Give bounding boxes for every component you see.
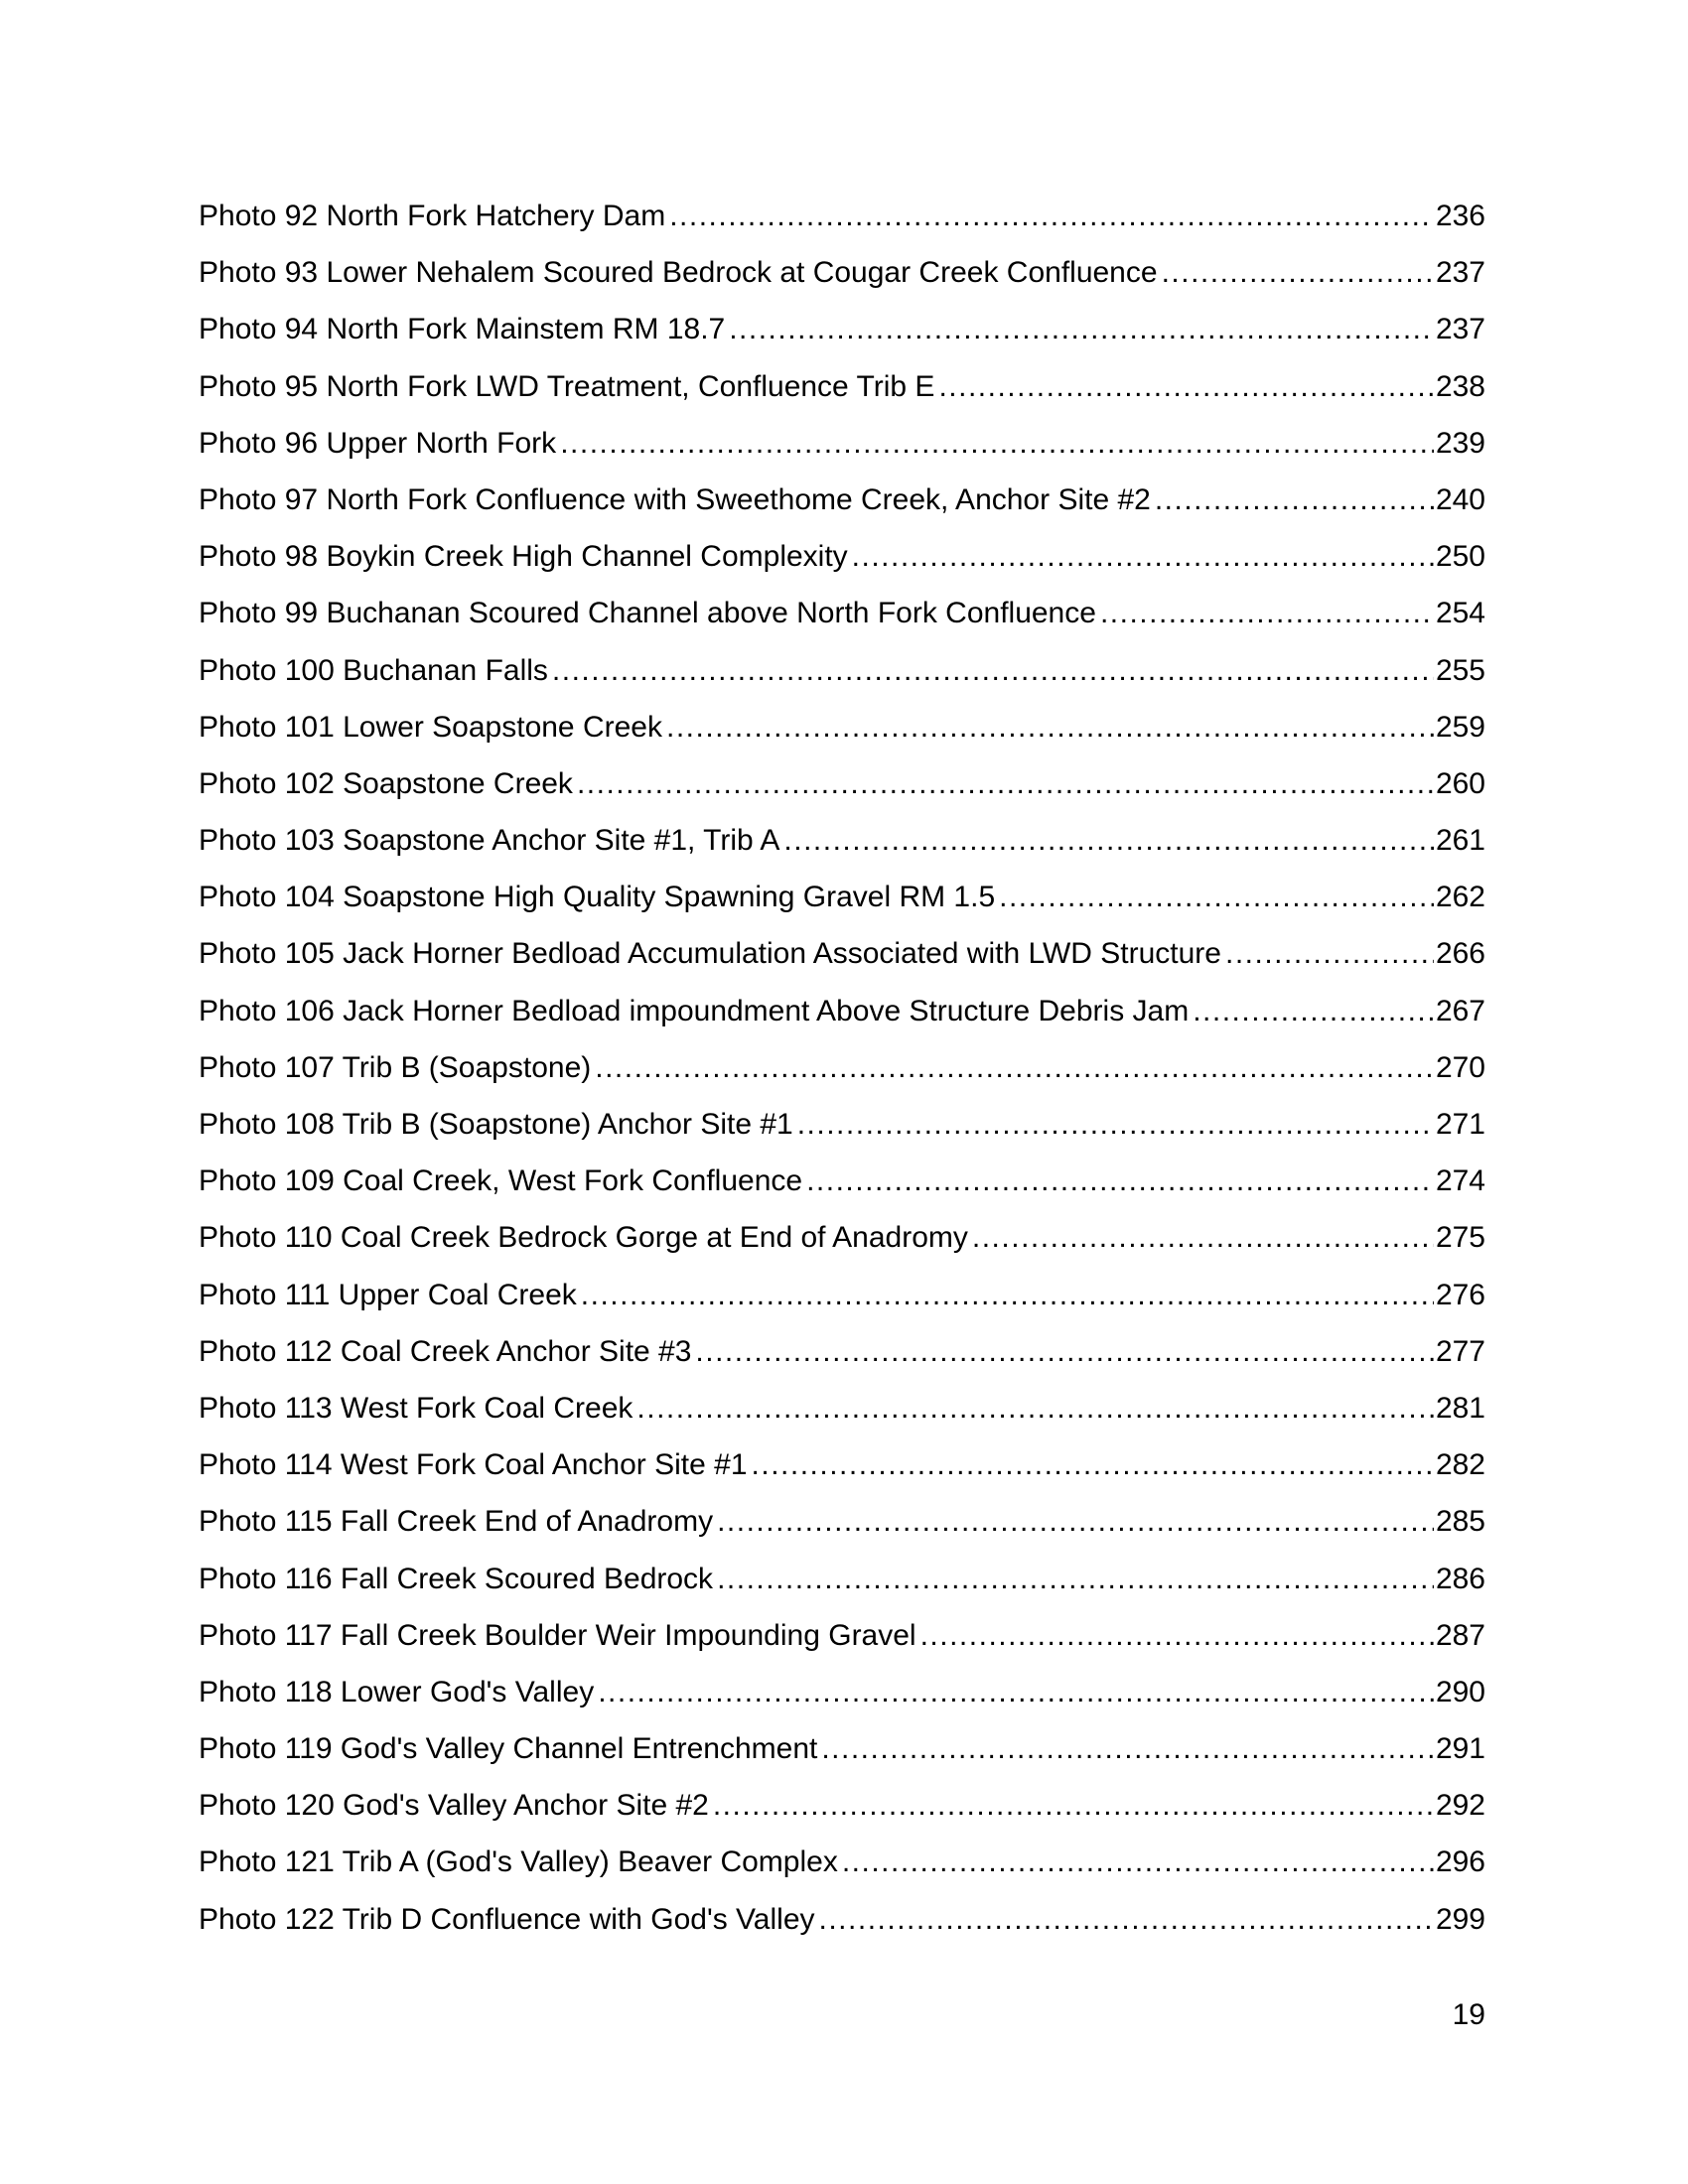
dot-leader: [717, 1500, 1434, 1544]
dot-leader: [852, 535, 1434, 579]
toc-entry-title: Photo 110 Coal Creek Bedrock Gorge at End of Anadromy: [199, 1221, 968, 1255]
toc-entry-page: 240: [1435, 482, 1485, 516]
toc-entry[interactable]: [199, 365, 1485, 422]
toc-entry-page: 292: [1435, 1789, 1485, 1823]
dot-leader: [1155, 478, 1434, 522]
dot-leader: [797, 1103, 1434, 1147]
dot-leader: [920, 1614, 1434, 1658]
toc-entry-page: 282: [1435, 1448, 1485, 1482]
toc-entry-page: 299: [1435, 1902, 1485, 1936]
toc-entry[interactable]: [199, 1500, 1485, 1557]
toc-entry[interactable]: [199, 649, 1485, 706]
toc-entry[interactable]: [199, 1898, 1485, 1955]
dot-leader: [842, 1841, 1434, 1884]
list-of-photos: [199, 195, 1485, 1955]
toc-entry-page: 285: [1435, 1505, 1485, 1539]
dot-leader: [1162, 251, 1434, 295]
toc-entry-title: Photo 119 God's Valley Channel Entrenchment: [199, 1732, 818, 1766]
toc-entry-title: Photo 96 Upper North Fork: [199, 426, 557, 460]
toc-entry-page: 291: [1435, 1732, 1485, 1766]
toc-entry[interactable]: [199, 1671, 1485, 1727]
toc-entry-page: 271: [1435, 1108, 1485, 1141]
toc-entry-page: 262: [1435, 881, 1485, 914]
toc-entry-title: Photo 114 West Fork Coal Anchor Site #1: [199, 1448, 748, 1482]
toc-entry-title: Photo 120 God's Valley Anchor Site #2: [199, 1789, 709, 1823]
dot-leader: [598, 1671, 1434, 1714]
toc-entry-page: 260: [1435, 766, 1485, 800]
toc-entry-title: Photo 111 Upper Coal Creek: [199, 1278, 577, 1311]
toc-entry-title: Photo 109 Coal Creek, West Fork Confluence: [199, 1164, 803, 1198]
toc-entry[interactable]: [199, 1103, 1485, 1160]
dot-leader: [552, 649, 1434, 693]
toc-entry-page: 250: [1435, 540, 1485, 574]
toc-entry[interactable]: [199, 1330, 1485, 1387]
toc-entry[interactable]: [199, 478, 1485, 535]
toc-entry-page: 237: [1435, 256, 1485, 290]
dot-leader: [1225, 932, 1434, 976]
toc-entry-page: 267: [1435, 994, 1485, 1027]
toc-entry-title: Photo 115 Fall Creek End of Anadromy: [199, 1505, 714, 1539]
toc-entry-title: Photo 98 Boykin Creek High Channel Complexity: [199, 540, 848, 574]
toc-entry[interactable]: [199, 990, 1485, 1046]
toc-entry-page: 276: [1435, 1278, 1485, 1311]
toc-entry-page: 254: [1435, 597, 1485, 630]
toc-entry[interactable]: [199, 422, 1485, 478]
toc-entry[interactable]: [199, 1841, 1485, 1897]
toc-entry[interactable]: [199, 1727, 1485, 1784]
toc-entry[interactable]: [199, 876, 1485, 932]
toc-entry-title: Photo 122 Trib D Confluence with God's Valley: [199, 1902, 815, 1936]
toc-entry-title: Photo 102 Soapstone Creek: [199, 766, 573, 800]
toc-entry-page: 281: [1435, 1391, 1485, 1425]
toc-entry-page: 255: [1435, 653, 1485, 687]
dot-leader: [666, 706, 1434, 750]
dot-leader: [581, 1274, 1434, 1317]
toc-entry[interactable]: [199, 308, 1485, 364]
toc-entry[interactable]: [199, 1046, 1485, 1103]
toc-entry-page: 236: [1435, 200, 1485, 232]
dot-leader: [972, 1216, 1434, 1260]
dot-leader: [713, 1784, 1434, 1828]
toc-entry[interactable]: [199, 706, 1485, 762]
toc-entry-page: 266: [1435, 937, 1485, 971]
dot-leader: [938, 365, 1434, 409]
dot-leader: [577, 762, 1434, 806]
dot-leader: [729, 308, 1434, 351]
toc-entry-title: Photo 104 Soapstone High Quality Spawning Gravel RM 1.5: [199, 881, 996, 914]
toc-entry[interactable]: [199, 1784, 1485, 1841]
toc-entry-page: 270: [1435, 1050, 1485, 1084]
toc-entry[interactable]: [199, 592, 1485, 648]
toc-entry[interactable]: [199, 1160, 1485, 1216]
toc-entry[interactable]: [199, 932, 1485, 989]
toc-entry-title: Photo 95 North Fork LWD Treatment, Confluence Trib E: [199, 369, 935, 403]
dot-leader: [783, 819, 1434, 863]
toc-entry[interactable]: [199, 1443, 1485, 1500]
toc-entry-title: Photo 92 North Fork Hatchery Dam: [199, 200, 666, 232]
toc-entry-title: Photo 116 Fall Creek Scoured Bedrock: [199, 1562, 714, 1595]
dot-leader: [595, 1046, 1434, 1090]
toc-entry[interactable]: [199, 819, 1485, 876]
dot-leader: [806, 1160, 1434, 1203]
dot-leader: [999, 876, 1434, 919]
toc-entry-title: Photo 118 Lower God's Valley: [199, 1675, 595, 1708]
toc-entry[interactable]: [199, 1558, 1485, 1614]
toc-entry-page: 277: [1435, 1334, 1485, 1368]
toc-entry-page: 237: [1435, 313, 1485, 346]
toc-entry-title: Photo 113 West Fork Coal Creek: [199, 1391, 633, 1425]
toc-entry[interactable]: [199, 762, 1485, 819]
toc-entry-page: 290: [1435, 1675, 1485, 1708]
toc-entry-page: 259: [1435, 710, 1485, 744]
toc-entry-title: Photo 97 North Fork Confluence with Sweethome Creek, Anchor Site #2: [199, 482, 1151, 516]
toc-entry-title: Photo 105 Jack Horner Bedload Accumulation Associated with LWD Structure: [199, 937, 1221, 971]
toc-entry-title: Photo 100 Buchanan Falls: [199, 653, 548, 687]
toc-entry-page: 275: [1435, 1221, 1485, 1255]
toc-entry[interactable]: [199, 1387, 1485, 1443]
page-number: 19: [1452, 1998, 1485, 2031]
toc-entry-title: Photo 117 Fall Creek Boulder Weir Impounding Gravel: [199, 1618, 916, 1652]
toc-entry[interactable]: [199, 251, 1485, 308]
toc-entry-page: 261: [1435, 824, 1485, 858]
toc-entry[interactable]: [199, 1216, 1485, 1273]
toc-entry-page: 238: [1435, 369, 1485, 403]
toc-entry-title: Photo 106 Jack Horner Bedload impoundment Above Structure Debris Jam: [199, 994, 1190, 1027]
dot-leader: [717, 1558, 1434, 1601]
dot-leader: [669, 195, 1434, 238]
toc-entry-title: Photo 103 Soapstone Anchor Site #1, Trib A: [199, 824, 780, 858]
dot-leader: [1100, 592, 1434, 635]
dot-leader: [695, 1330, 1434, 1374]
dot-leader: [821, 1727, 1434, 1771]
toc-entry-title: Photo 99 Buchanan Scoured Channel above North Fork Confluence: [199, 597, 1096, 630]
toc-entry-title: Photo 107 Trib B (Soapstone): [199, 1050, 592, 1084]
dot-leader: [560, 422, 1434, 466]
toc-entry-page: 286: [1435, 1562, 1485, 1595]
toc-entry-title: Photo 93 Lower Nehalem Scoured Bedrock at Cougar Creek Confluence: [199, 256, 1158, 290]
toc-entry-page: 239: [1435, 426, 1485, 460]
toc-entry[interactable]: [199, 1614, 1485, 1671]
toc-entry-title: Photo 112 Coal Creek Anchor Site #3: [199, 1334, 692, 1368]
dot-leader: [819, 1898, 1434, 1942]
toc-entry-page: 274: [1435, 1164, 1485, 1198]
toc-entry[interactable]: [199, 535, 1485, 592]
dot-leader: [752, 1443, 1434, 1487]
dot-leader: [1193, 990, 1434, 1033]
dot-leader: [636, 1387, 1434, 1431]
toc-entry-title: Photo 94 North Fork Mainstem RM 18.7: [199, 313, 726, 346]
toc-entry-title: Photo 121 Trib A (God's Valley) Beaver Complex: [199, 1845, 838, 1879]
toc-entry-title: Photo 108 Trib B (Soapstone) Anchor Site #1: [199, 1108, 793, 1141]
toc-entry[interactable]: [199, 1274, 1485, 1330]
toc-entry-page: 287: [1435, 1618, 1485, 1652]
toc-entry-title: Photo 101 Lower Soapstone Creek: [199, 710, 662, 744]
toc-entry[interactable]: [199, 195, 1485, 251]
toc-entry-page: 296: [1435, 1845, 1485, 1879]
